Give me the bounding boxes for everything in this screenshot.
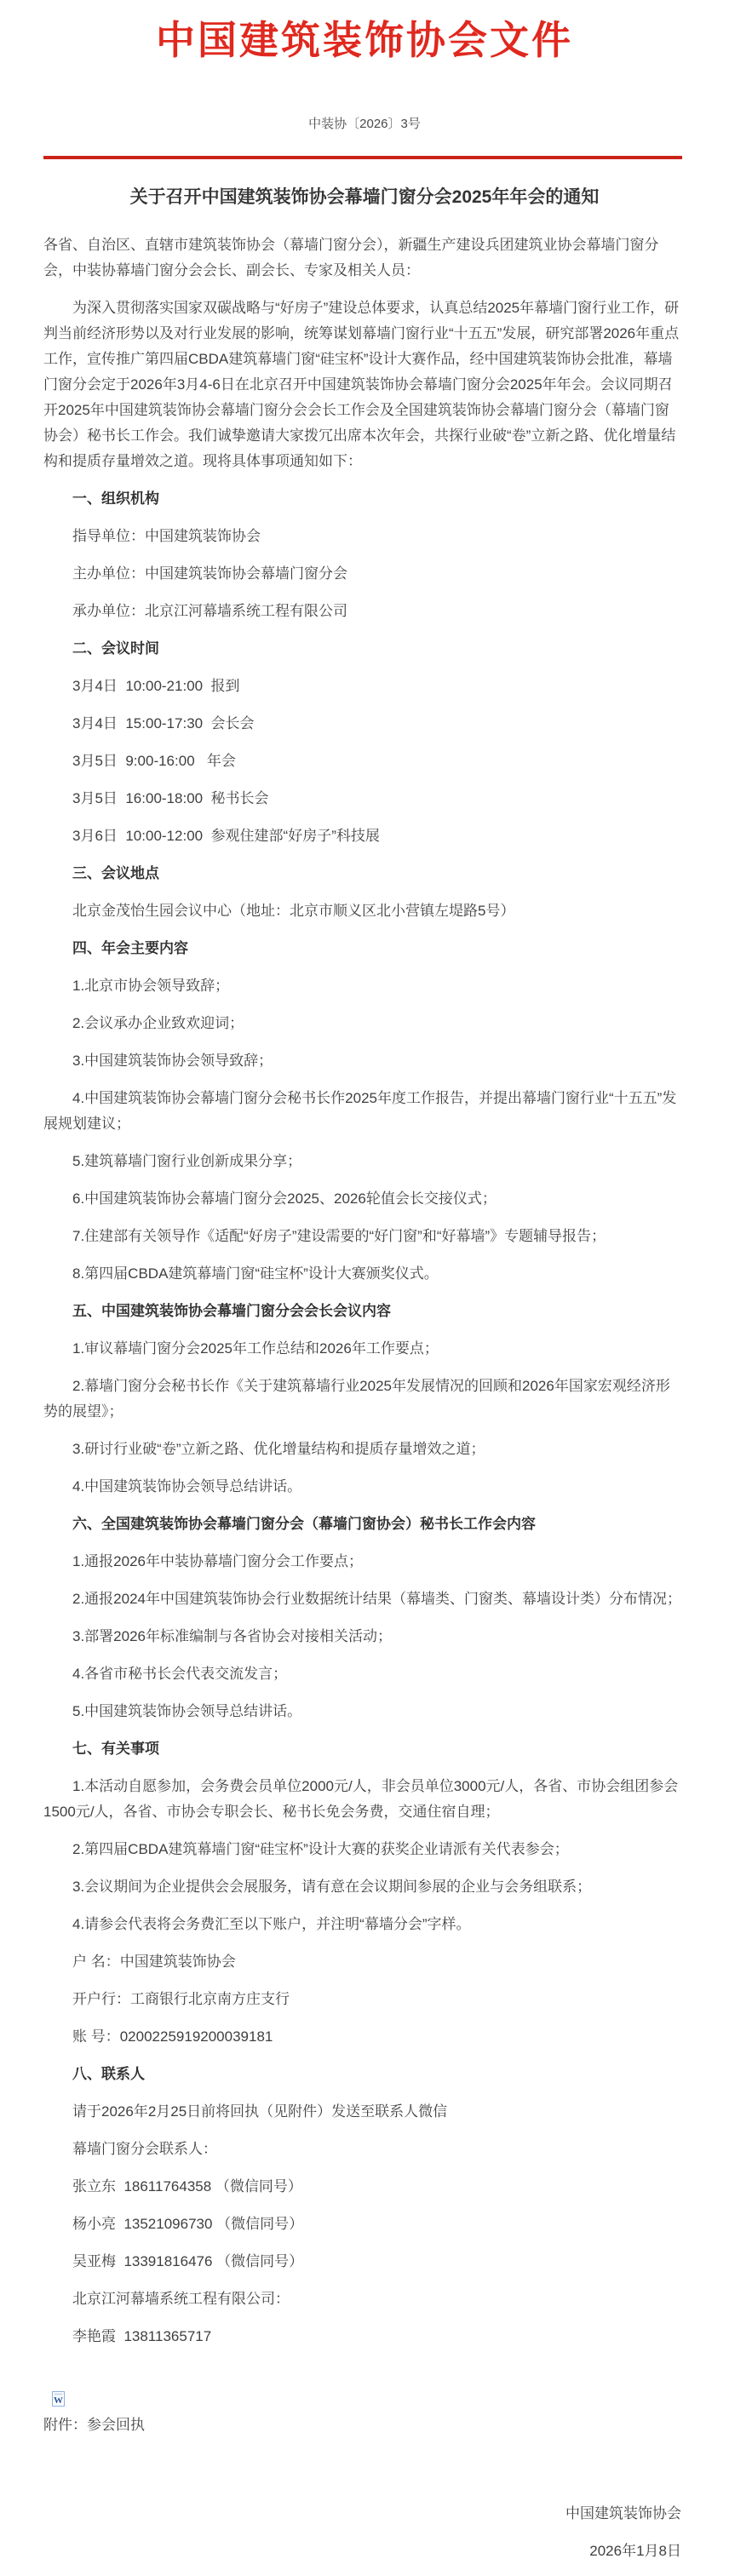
section-heading: 六、全国建筑装饰协会幕墙门窗分会（幕墙门窗协会）秘书长工作会内容 [72, 1516, 536, 1533]
body-paragraph: 4.中国建筑装饰协会领导总结讲话。 [72, 1478, 302, 1495]
doc-number: 中装协〔2026〕3号 [308, 117, 421, 132]
body-paragraph: 2.通报2024年中国建筑装饰协会行业数据统计结果（幕墙类、门窗类、幕墙设计类）分布情况； [72, 1591, 681, 1608]
body-paragraph: 1.审议幕墙门窗分会2025年工作总结和2026年工作要点； [72, 1340, 439, 1357]
section-heading: 七、有关事项 [72, 1741, 159, 1758]
body-paragraph: 请于2026年2月25日前将回执（见附件）发送至联系人微信 [72, 2103, 448, 2120]
svg-text:W: W [54, 2395, 64, 2407]
body-paragraph: 户 名：中国建筑装饰协会 [72, 1954, 236, 1971]
body-paragraph: 1.北京市协会领导致辞； [72, 978, 230, 995]
body-paragraph: 4.中国建筑装饰协会幕墙门窗分会秘书长作2025年度工作报告，并提出幕墙门窗行业“十五五”发展规划建议； [43, 1090, 677, 1133]
body-paragraph: 3月4日 10:00-21:00 报到 [72, 678, 240, 695]
section-heading: 八、联系人 [72, 2066, 145, 2083]
body-paragraph: 3.会议期间为企业提供会会展服务，请有意在会议期间参展的企业与会务组联系； [72, 1879, 592, 1896]
body-paragraph: 指导单位：中国建筑装饰协会 [72, 528, 261, 545]
body-paragraph: 1.本活动自愿参加，会务费会员单位2000元/人，非会员单位3000元/人，各省、市协会组团参会1500元/人，各省、市协会专职会长、秘书长免会务费，交通住宿自理； [43, 1778, 679, 1821]
body-paragraph: 2.会议承办企业致欢迎词； [72, 1015, 244, 1032]
org-header-title: 中国建筑装饰协会文件 [156, 19, 573, 62]
word-doc-icon [51, 2391, 66, 2407]
body-paragraph: 2.第四届CBDA建筑幕墙门窗“硅宝杯”设计大赛的获奖企业请派有关代表参会； [72, 1841, 569, 1858]
body-paragraph: 北京金茂怡生园会议中心（地址：北京市顺义区北小营镇左堤路5号） [72, 903, 515, 920]
salutation-paragraph: 各省、自治区、直辖市建筑装饰协会（幕墙门窗分会），新疆生产建设兵团建筑业协会幕墙门窗分会，中装协幕墙门窗分会会长、副会长、专家及相关人员： [43, 237, 659, 279]
section-heading: 五、中国建筑装饰协会幕墙门窗分会会长会议内容 [72, 1303, 391, 1320]
body-paragraph: 4.请参会代表将会务费汇至以下账户，并注明“幕墙分会”字样。 [72, 1916, 471, 1933]
body-paragraph: 3.部署2026年标准编制与各省协会对接相关活动； [72, 1628, 392, 1645]
section-heading: 二、会议时间 [72, 640, 159, 657]
body-paragraph: 主办单位：中国建筑装饰协会幕墙门窗分会 [72, 565, 347, 582]
body-paragraph: 承办单位：北京江河幕墙系统工程有限公司 [72, 603, 347, 620]
body-paragraph: 3.中国建筑装饰协会领导致辞； [72, 1053, 273, 1070]
body-paragraph: 7.住建部有关领导作《适配“好房子”建设需要的“好门窗”和“好幕墙”》专题辅导报告； [72, 1228, 606, 1245]
body-paragraph: 5.建筑幕墙门窗行业创新成果分享； [72, 1153, 302, 1170]
body-paragraph: 4.各省市秘书长会代表交流发言； [72, 1666, 288, 1683]
body-paragraph: 吴亚梅 13391816476 （微信同号） [72, 2253, 304, 2270]
body-paragraph: 李艳霞 13811365717 [72, 2328, 212, 2345]
body-paragraph: 5.中国建筑装饰协会领导总结讲话。 [72, 1703, 302, 1720]
body-paragraph: 为深入贯彻落实国家双碳战略与“好房子”建设总体要求，认真总结2025年幕墙门窗行业工作，研判当前经济形势以及对行业发展的影响，统筹谋划幕墙门窗行业“十五五”发展，研究部署2026年重点工作，宣传推广第四届CBDA建筑幕墙门窗“硅宝杯”设计大赛作品，经中国建筑装饰协会批准，幕墙门窗分会定于2026年3月4-6日在北京召开中国建筑装饰协会幕墙门窗分会2025年年会。会议同期召开2025年中国建筑装饰协会幕墙门窗分会会长工作会及全国建筑装饰协会幕墙门窗分会（幕墙门窗协会）秘书长工作会。我们诚挚邀请大家拨冗出席本次年会，共探行业破“卷”立新之路、优化增量结构和提质存量增效之道。现将具体事项通知如下： [43, 300, 680, 470]
body-paragraph: 杨小亮 13521096730 （微信同号） [72, 2216, 304, 2233]
body-paragraph: 开户行：工商银行北京南方庄支行 [72, 1991, 290, 2008]
doc-body [0, 210, 729, 2564]
body-paragraph: 3月6日 10:00-12:00 参观住建部“好房子”科技展 [72, 828, 380, 845]
attachment-label[interactable]: 附件：参会回执 [43, 2417, 145, 2434]
body-paragraph: 张立东 18611764358 （微信同号） [72, 2178, 302, 2195]
attachment-link[interactable] [43, 2361, 681, 2438]
body-paragraph: 6.中国建筑装饰协会幕墙门窗分会2025、2026轮值会长交接仪式； [72, 1190, 497, 1208]
red-divider-rule [43, 156, 682, 159]
signature-line: 2026年1月8日 [589, 2543, 681, 2560]
signature-line: 中国建筑装饰协会 [565, 2505, 681, 2522]
body-paragraph: 8.第四届CBDA建筑幕墙门窗“硅宝杯”设计大赛颁奖仪式。 [72, 1265, 439, 1282]
body-paragraph: 3.研讨行业破“卷”立新之路、优化增量结构和提质存量增效之道； [72, 1441, 485, 1458]
body-paragraph: 3月5日 16:00-18:00 秘书长会 [72, 790, 269, 807]
body-paragraph: 3月5日 9:00-16:00 年会 [72, 753, 236, 770]
section-heading: 四、年会主要内容 [72, 940, 188, 957]
body-paragraph: 1.通报2026年中装协幕墙门窗分会工作要点； [72, 1553, 363, 1570]
body-paragraph: 账 号：0200225919200039181 [72, 2028, 273, 2045]
body-paragraph: 幕墙门窗分会联系人： [72, 2141, 217, 2158]
spacer [43, 2450, 681, 2501]
section-heading: 一、组织机构 [72, 491, 159, 508]
section-heading: 三、会议地点 [72, 865, 159, 882]
body-paragraph: 2.幕墙门窗分会秘书长作《关于建筑幕墙行业2025年发展情况的回顾和2026年国家宏观经济形势的展望》； [43, 1378, 670, 1420]
body-paragraph: 3月4日 15:00-17:30 会长会 [72, 715, 255, 732]
body-paragraph: 北京江河幕墙系统工程有限公司： [72, 2291, 290, 2308]
doc-title: 关于召开中国建筑装饰协会幕墙门窗分会2025年年会的通知 [129, 187, 600, 208]
